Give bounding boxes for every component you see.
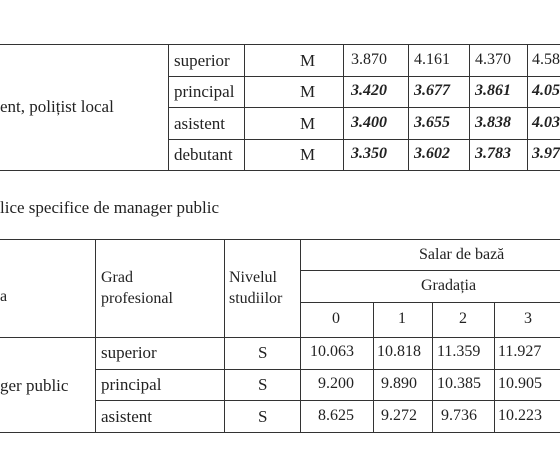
level-cell: M (300, 51, 316, 70)
value-cell: 10.385 (437, 375, 481, 392)
grade-cell: superior (101, 343, 157, 362)
value-cell: 10.063 (310, 343, 354, 360)
value-cell: 10.223 (498, 407, 542, 424)
value-cell: 11.359 (437, 343, 481, 360)
value-cell: 10.818 (377, 343, 421, 360)
function-label: ent, polițist local (0, 97, 114, 116)
value-cell: 9.736 (441, 407, 477, 424)
gradatia-col-3: 3 (524, 310, 532, 327)
value-cell: 11.927 (498, 343, 542, 360)
section-title: lice specifice de manager public (0, 198, 219, 217)
level-cell: S (258, 407, 268, 426)
grade-header-line2: profesional (101, 290, 173, 307)
function-header: a (0, 288, 8, 305)
level-cell: M (300, 82, 316, 101)
value-cell: 4.05 (532, 82, 560, 99)
gradatia-col-1: 1 (398, 310, 406, 327)
value-cell: 3.97 (532, 145, 560, 162)
value-cell: 9.890 (381, 375, 417, 392)
value-cell: 3.400 (351, 114, 387, 131)
grade-cell: principal (101, 375, 162, 394)
value-cell: 3.870 (351, 51, 387, 68)
grade-cell: asistent (101, 407, 152, 426)
value-cell: 3.350 (351, 145, 387, 162)
level-cell: S (258, 343, 268, 362)
function-label: ger public (0, 376, 69, 395)
grade-cell: superior (174, 51, 230, 70)
gradatia-header: Gradația (421, 277, 477, 294)
value-cell: 3.861 (475, 82, 511, 99)
salary-header: Salar de bază (419, 246, 505, 263)
value-cell: 3.677 (414, 82, 450, 99)
grade-header-line1: Grad (101, 269, 133, 286)
level-cell: S (258, 375, 268, 394)
grade-cell: asistent (174, 114, 225, 133)
level-header-line2: studiilor (229, 290, 283, 307)
value-cell: 4.161 (414, 51, 450, 68)
value-cell: 4.03 (532, 114, 560, 131)
grade-cell: debutant (174, 145, 233, 164)
value-cell: 9.200 (318, 375, 354, 392)
value-cell: 9.272 (381, 407, 417, 424)
value-cell: 10.905 (498, 375, 542, 392)
level-header-line1: Nivelul (229, 269, 277, 286)
level-cell: M (300, 145, 316, 164)
value-cell: 3.783 (475, 145, 511, 162)
value-cell: 3.655 (414, 114, 450, 131)
value-cell: 3.838 (475, 114, 511, 131)
level-cell: M (300, 114, 316, 133)
value-cell: 4.370 (475, 51, 511, 68)
value-cell: 8.625 (318, 407, 354, 424)
value-cell: 4.58 (532, 51, 560, 68)
gradatia-col-0: 0 (332, 310, 340, 327)
value-cell: 3.420 (351, 82, 387, 99)
gradatia-col-2: 2 (459, 310, 467, 327)
value-cell: 3.602 (414, 145, 450, 162)
grade-cell: principal (174, 82, 235, 101)
